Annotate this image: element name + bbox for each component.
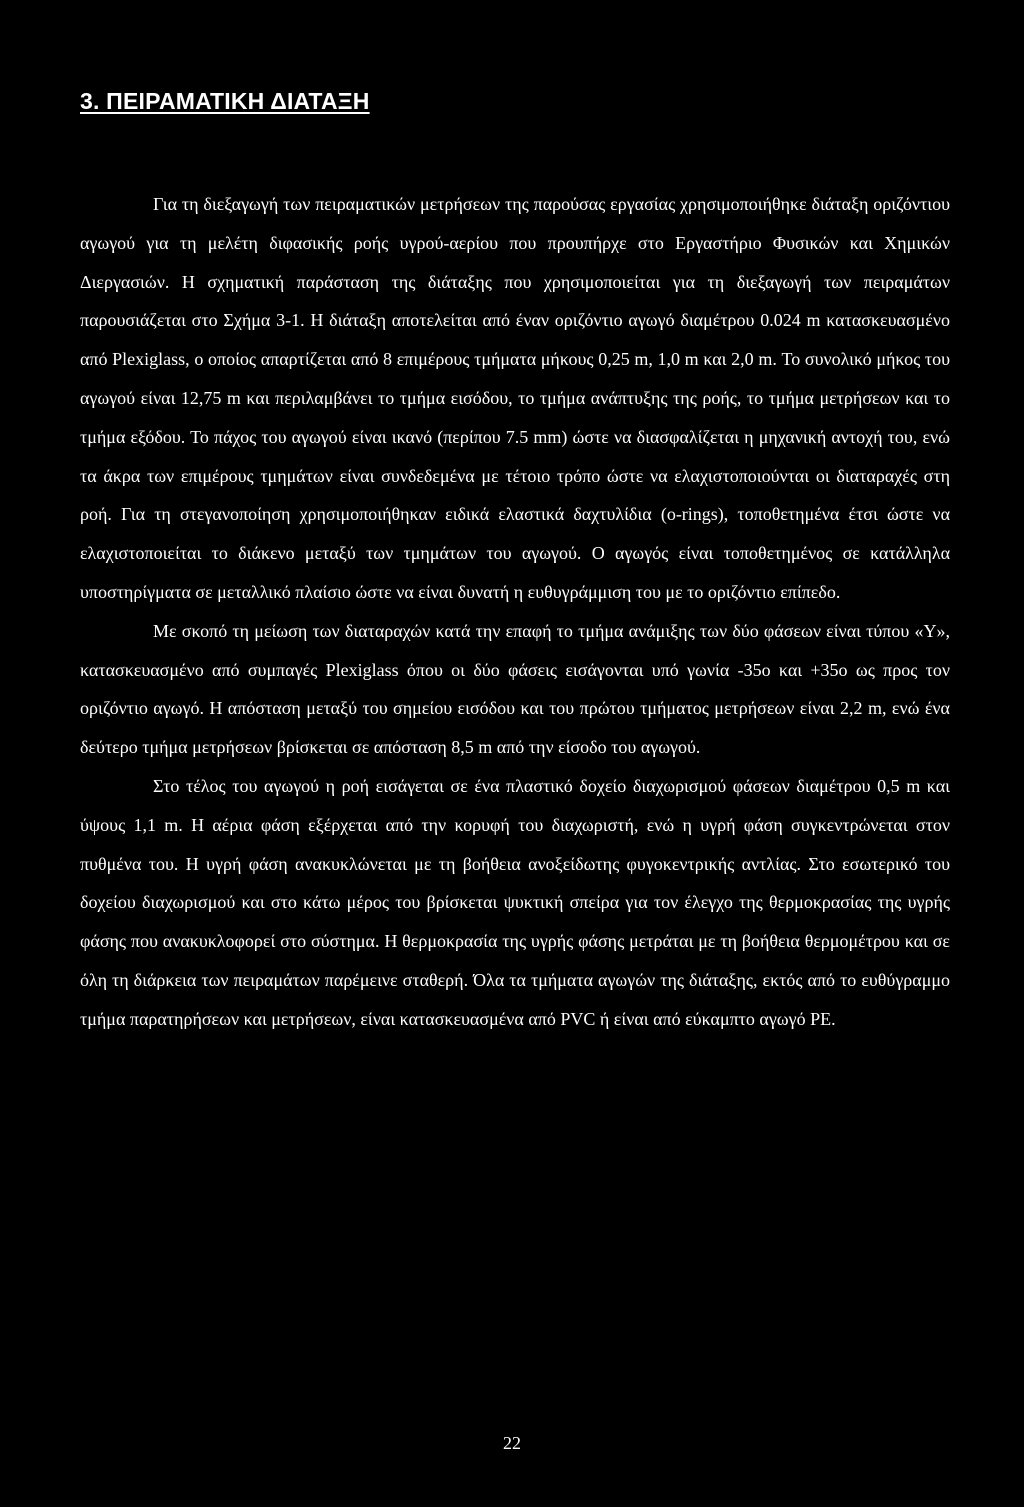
body-text: [80, 185, 950, 1039]
paragraph-setup-description: Για τη διεξαγωγή των πειραματικών μετρήσεων της παρούσας εργασίας χρησιμοποιήθηκε διάταξη οριζόντιου αγωγού για τη μελέτη διφασικής ροής υγρού-αερίου που προυπήρχε στο Εργαστήριο Φυσικών και Χημικών Διεργασιών. Η σχηματική παράσταση της διάταξης που χρησιμοποιείται για τη διεξαγωγή των πειραμάτων παρουσιάζεται στο Σχήμα 3-1. Η διάταξη αποτελείται από έναν οριζόντιο αγωγό διαμέτρου 0.024 m κατασκευασμένο από Plexiglass, ο οποίος απαρτίζεται από 8 επιμέρους τμήματα μήκους 0,25 m, 1,0 m και 2,0 m. Το συνολικό μήκος του αγωγού είναι 12,75 m και περιλαμβάνει το τμήμα εισόδου, το τμήμα ανάπτυξης της ροής, το τμήμα μετρήσεων και το τμήμα εξόδου. Το πάχος του αγωγού είναι ικανό (περίπου 7.5 mm) ώστε να διασφαλίζεται η μηχανική αντοχή του, ενώ τα άκρα των επιμέρους τμημάτων είναι συνδεδεμένα με τέτοιο τρόπο ώστε να ελαχιστοποιούνται οι διαταραχές στη ροή. Για τη στεγανοποίηση χρησιμοποιήθηκαν ειδικά ελαστικά δαχτυλίδια (o-rings), τοποθετημένα έτσι ώστε να ελαχιστοποιείται το διάκενο μεταξύ των τμημάτων του αγωγού. Ο αγωγός είναι τοποθετημένος σε κατάλληλα υποστηρίγματα σε μεταλλικό πλαίσιο ώστε να είναι δυνατή η ευθυγράμμιση του με το οριζόντιο επίπεδο.: [80, 194, 950, 602]
section-heading: 3. ΠΕΙΡΑΜΑΤΙΚΗ ΔΙΑΤΑΞΗ: [80, 88, 370, 114]
paragraph-mixing-section: Με σκοπό τη μείωση των διαταραχών κατά την επαφή το τμήμα ανάμιξης των δύο φάσεων είναι τύπου «Y», κατασκευασμένο από συμπαγές Plexiglass όπου οι δύο φάσεις εισάγονται υπό γωνία -35o και +35o ως προς τον οριζόντιο αγωγό. Η απόσταση μεταξύ του σημείου εισόδου και του πρώτου τμήματος μετρήσεων είναι 2,2 m, ενώ ένα δεύτερο τμήμα μετρήσεων βρίσκεται σε απόσταση 8,5 m από την είσοδο του αγωγού.: [80, 620, 950, 758]
page-number: 22: [503, 1433, 521, 1453]
paragraph-separator: Στο τέλος του αγωγού η ροή εισάγεται σε ένα πλαστικό δοχείο διαχωρισμού φάσεων διαμέτρου 0,5 m και ύψους 1,1 m. Η αέρια φάση εξέρχεται από την κορυφή του διαχωριστή, ενώ η υγρή φάση συγκεντρώνεται στον πυθμένα του. Η υγρή φάση ανακυκλώνεται με τη βοήθεια ανοξείδωτης φυγοκεντρικής αντλίας. Στο εσωτερικό του δοχείου διαχωρισμού και στο κάτω μέρος του βρίσκεται ψυκτική σπείρα για τον έλεγχο της θερμοκρασίας της υγρής φάσης που ανακυκλοφορεί στο σύστημα. Η θερμοκρασία της υγρής φάσης μετράται με τη βοήθεια θερμομέτρου και σε όλη τη διάρκεια των πειραμάτων παρέμεινε σταθερή. Όλα τα τμήματα αγωγών της διάταξης, εκτός από το ευθύγραμμο τμήμα παρατηρήσεων και μετρήσεων, είναι κατασκευασμένα από PVC ή είναι από εύκαμπτο αγωγό PE.: [80, 775, 950, 1029]
